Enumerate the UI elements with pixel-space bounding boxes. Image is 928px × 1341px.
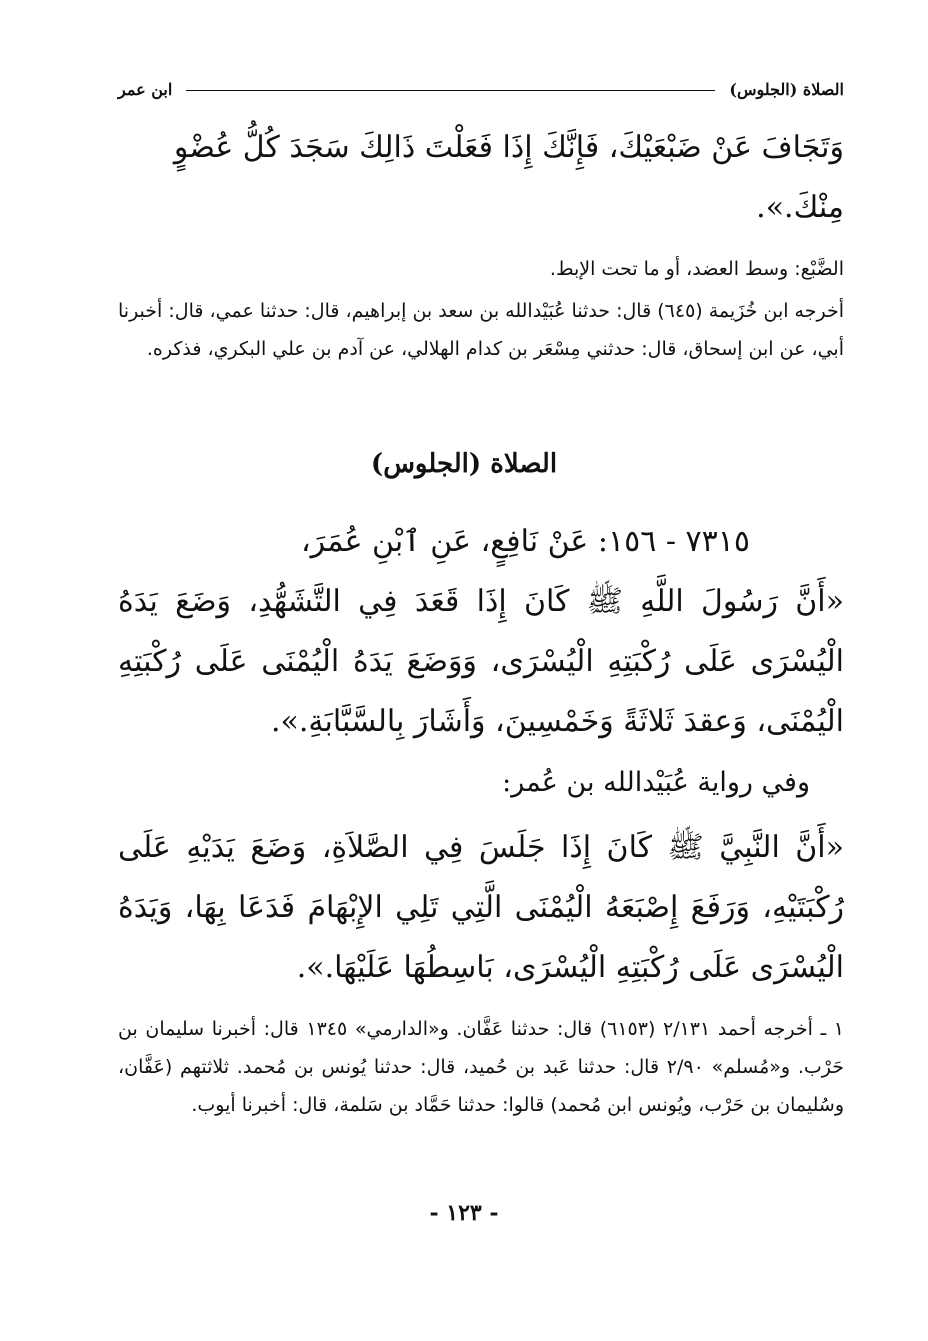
continuation-line-1: وَتَجَافَ عَنْ ضَبْعَيْكَ، فَإِنَّكَ إِذَا فَعَلْتَ ذَالِكَ سَجَدَ كُلُّ عُضْوٍ — [173, 130, 844, 165]
running-header — [118, 76, 844, 102]
page-number: - ١٢٣ - — [429, 1200, 499, 1226]
footnote: ١ ـ أخرجه أحمد ٢/١٣١ (٦١٥٣) قال: حدثنا عَفَّان. و«الدارمي» ١٣٤٥ قال: أخبرنا سليمان بن حَرْب. و«مُسلم» ٢/٩٠ قال: حدثنا عَبد بن حُميد، قال: حدثنا يُونس بن مُحمد. ثلاثتهم (عَفَّان، وسُليمان بن حَرْب، ويُونس ابن مُحمد) قالوا: حدثنا حَمَّاد بن سَلمة، قال: أخبرنا أيوب. — [118, 1018, 844, 1116]
gloss-note: الضَّبْع: وسط العضد، أو ما تحت الإبط. — [549, 258, 844, 280]
header-narrator: ابن عمر — [118, 79, 173, 99]
continuation-line-2: مِنْكَ.». — [756, 190, 844, 225]
continuation-text — [118, 118, 844, 238]
hadith-text: «أَنَّ رَسُولَ اللَّهِ ﷺ كَانَ إِذَا قَعَدَ فِي التَّشَهُّدِ، وَضَعَ يَدَهُ الْيُسْرَى عَلَى رُكْبَتِهِ الْيُسْرَى، وَوَضَعَ يَدَهُ الْيُمْنَى عَلَى رُكْبَتِهِ الْيُمْنَى، وَعقدَ ثَلاثَةً وَخَمْسِينَ، وَأَشَارَ بِالسَّبَّابَةِ.». — [118, 584, 844, 739]
section-heading: الصلاة (الجلوس) — [370, 449, 558, 479]
variant-intro: وفي رواية عُبَيْدالله بن عُمر: — [502, 767, 810, 798]
variant-text: «أَنَّ النَّبِيَّ ﷺ كَانَ إِذَا جَلَسَ فِي الصَّلاَةِ، وَضَعَ يَدَيْهِ عَلَى رُكْبَتَيْهِ، وَرَفَعَ إِصْبَعَهُ الْيُمْنَى الَّتِي تَلِي الإِبْهَامَ فَدَعَا بِهَا، وَيَدَهُ الْيُسْرَى عَلَى رُكْبَتِهِ الْيُسْرَى، بَاسِطُهَا عَلَيْهَا.». — [118, 830, 844, 985]
hadith-number-line: ٧٣١٥ - ١٥٦: عَنْ نَافِعٍ، عَنِ ٱبْنِ عُمَرَ، — [300, 524, 750, 559]
header-rule — [186, 90, 715, 91]
header-chapter-title: الصلاة (الجلوس) — [729, 79, 844, 99]
takhrij-note: أخرجه ابن خُزَيمة (٦٤٥) قال: حدثنا عُبَيْدالله بن سعد بن إبراهيم، قال: حدثنا عمي، قال: أخبرنا أبي، عن ابن إسحاق، قال: حدثني مِسْعَر بن كدام الهلالي، عن آدم بن علي البكري، فذكره. — [118, 300, 844, 360]
